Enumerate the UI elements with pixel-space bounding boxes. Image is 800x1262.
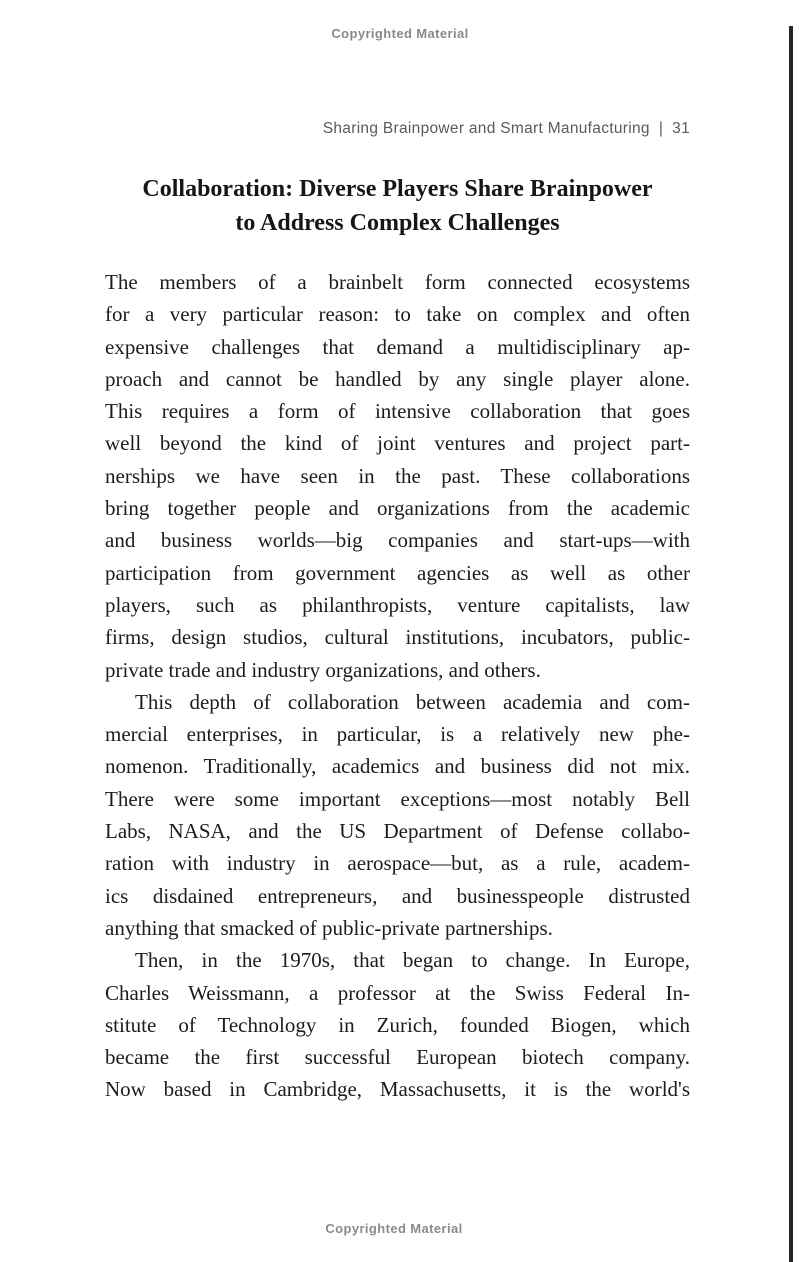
body-line: nomenon. Traditionally, academics and business did not mix.: [105, 754, 690, 779]
body-line: nerships we have seen in the past. These collaborations: [105, 463, 690, 488]
body-line: became the first successful European biotech company.: [105, 1045, 690, 1070]
body-line: proach and cannot be handled by any single player alone.: [105, 366, 690, 391]
body-line: and business worlds—big companies and start-ups—with: [105, 528, 690, 553]
body-line: participation from government agencies as well as other: [105, 560, 690, 585]
body-line: Labs, NASA, and the US Department of Defense collabo-: [105, 819, 690, 844]
body-line: mercial enterprises, in particular, is a relatively new phe-: [105, 722, 690, 747]
body-line: Then, in the 1970s, that began to change. In Europe,: [135, 948, 690, 973]
running-header-separator: |: [658, 120, 664, 137]
page-edge: [789, 26, 793, 1262]
text-column: [105, 26, 690, 1106]
running-header: [105, 120, 690, 138]
page-number: 31: [672, 120, 690, 137]
body-line: anything that smacked of public-private partnerships.: [105, 915, 553, 940]
body-line: well beyond the kind of joint ventures and project part-: [105, 431, 690, 456]
body-line: Now based in Cambridge, Massachusetts, it is the world's: [105, 1077, 690, 1102]
body-line: expensive challenges that demand a multidisciplinary ap-: [105, 334, 690, 359]
body-line: There were some important exceptions—most notably Bell: [105, 786, 690, 811]
section-title: [105, 172, 690, 240]
section-title-line1: Collaboration: Diverse Players Share Brainpower: [142, 176, 653, 202]
body-line: The members of a brainbelt form connected ecosystems: [105, 270, 690, 294]
body-line: players, such as philanthropists, venture capitalists, law: [105, 592, 690, 617]
copyright-notice-bottom: Copyrighted Material: [325, 1221, 463, 1236]
body-line: for a very particular reason: to take on complex and often: [105, 302, 690, 327]
body-line: ics disdained entrepreneurs, and businesspeople distrusted: [105, 883, 690, 908]
copyright-notice-top: Copyrighted Material: [331, 26, 469, 41]
section-title-line2: to Address Complex Challenges: [235, 210, 560, 236]
body-line: private trade and industry organizations, and others.: [105, 657, 541, 682]
body-line: Charles Weissmann, a professor at the Swiss Federal In-: [105, 980, 690, 1005]
body-line: ration with industry in aerospace—but, as a rule, academ-: [105, 851, 690, 876]
body-text: [105, 266, 690, 1106]
body-line: firms, design studios, cultural institutions, incubators, public-: [105, 625, 690, 650]
body-line: bring together people and organizations from the academic: [105, 496, 690, 521]
body-line: This requires a form of intensive collaboration that goes: [105, 399, 690, 424]
body-line: stitute of Technology in Zurich, founded Biogen, which: [105, 1012, 690, 1037]
body-line: This depth of collaboration between academia and com-: [135, 689, 690, 714]
running-header-title: Sharing Brainpower and Smart Manufacturing: [322, 120, 650, 137]
